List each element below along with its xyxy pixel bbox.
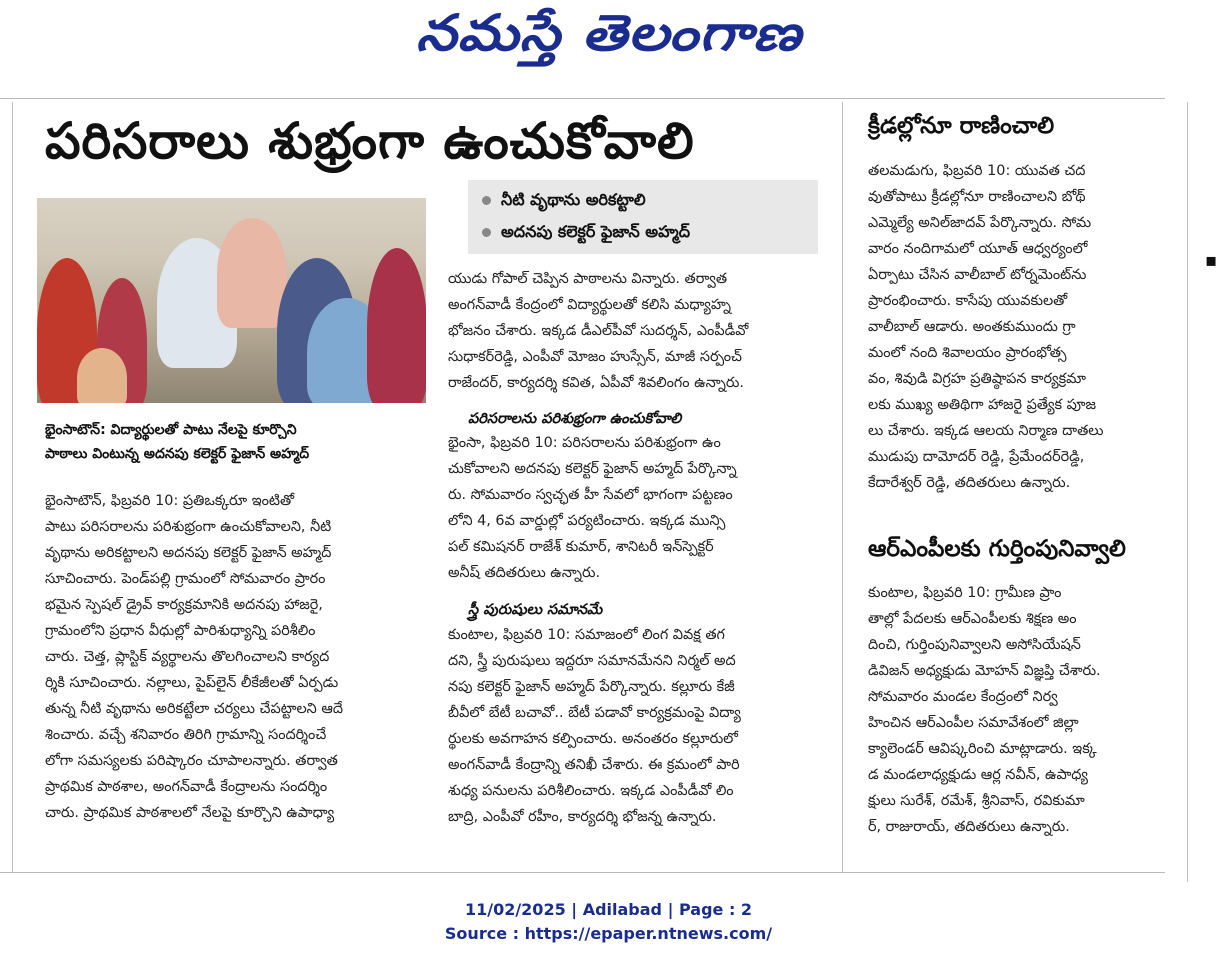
text-line: బాద్రి, ఎంపీవో రహీం, కార్యదర్శి భోజన్న ఉన్నారు.: [448, 809, 717, 825]
text-line: బీవీలో బేటీ బచావో.. బేటీ పడావో కార్యక్రమంపై విద్యా: [448, 705, 741, 721]
text-line: అనీష్ తదితరులు ఉన్నారు.: [448, 565, 601, 581]
text-line: ర్శికి సూచించారు. నల్లాలు, పైప్‌లైన్ లీకేజీలతో ఏర్పడు: [45, 675, 339, 691]
text-line: భమైన స్పెషల్ డ్రైవ్ కార్యక్రమానికి అదనపు హాజరై,: [45, 597, 323, 613]
photo-figure: [367, 248, 426, 403]
cropped-column-mark: ▪: [1205, 250, 1217, 271]
text-line: లకు ముఖ్య అతిథిగా హాజరై ప్రత్యేక పూజ: [868, 397, 1096, 413]
text-line: చారు. ప్రాథమిక పాఠశాలలో నేలపై కూర్చొని ఉపాధ్యా: [45, 805, 335, 821]
text-line: వారం నందిగామలో యూత్ ఆధ్వర్యంలో: [868, 241, 1088, 257]
text-line: గ్రామంలోని ప్రధాన వీధుల్లో పారిశుధ్యాన్ని పరిశీలిం: [45, 623, 316, 639]
text-line: తలమడుగు, ఫిబ్రవరి 10: యువత చద: [868, 163, 1086, 179]
photo-figure: [77, 348, 127, 403]
subheading-equality: స్త్రీ పురుషులు సమానమే: [468, 602, 603, 618]
text-line: ప్రాథమిక పాఠశాల, అంగన్‌వాడీ కేంద్రాలను సందర్శిం: [45, 779, 328, 795]
text-line: భోజనం చేశారు. ఇక్కడ డీఎల్‌పీవో సుదర్శన్, ఎంపీడీవో: [448, 323, 749, 339]
text-line: క్షులు సురేశ్, రమేశ్, శ్రీనివాస్, రవికుమా: [868, 793, 1085, 809]
text-line: ప్రారంభించారు. కాసేపు యువకులతో: [868, 293, 1068, 309]
column-divider: [842, 102, 843, 872]
side-headline-sports: క్రీడల్లోనూ రాణించాలి: [868, 113, 1055, 139]
text-line: ముడుపు దామోదర్ రెడ్డి, ప్రేమేందర్‌రెడ్డి,: [868, 449, 1085, 465]
photo-figure: [217, 218, 287, 328]
text-line: లు చేశారు. ఇక్కడ ఆలయ నిర్మాణ దాతలు: [868, 423, 1104, 439]
left-border: [12, 102, 13, 872]
footer-date-line: 11/02/2025 | Adilabad | Page : 2: [464, 900, 753, 919]
text-line: డ మండలాధ్యక్షుడు ఆర్ల నవీన్, ఉపాధ్య: [868, 767, 1088, 783]
article-column-2-mid: [448, 430, 818, 586]
text-line: దని, స్త్రీ పురుషులు ఇద్దరూ సమానమేనని నిర్మల్ అద: [448, 653, 736, 669]
text-line: అంగన్‌వాడీ కేంద్రాన్ని తనిఖీ చేశారు. ఈ క్రమంలో పారి: [448, 757, 740, 773]
article-column-1: [45, 488, 415, 826]
side-story-rmp: [868, 580, 1168, 840]
photo-caption: భైంసాటౌన్: విద్యార్థులతో పాటు నేలపై కూర్చొని పాఠాలు వింటున్న అదనపు కలెక్టర్ ఫైజాన్ అహ్మద్: [45, 422, 310, 462]
text-line: వం, శివుడి విగ్రహ ప్రతిష్ఠాపన కార్యక్రమా: [868, 371, 1086, 387]
text-line: క్యాలెండర్ ఆవిష్కరించి మాట్లాడారు. ఇక్క: [868, 741, 1097, 757]
text-line: లోగా సమస్యలకు పరిష్కారం చూపాలన్నారు. తర్వాత: [45, 753, 338, 769]
text-line: రాజేందర్, కార్యదర్శి కవిత, ఏపీవో శివలింగం ఉన్నారు.: [448, 375, 744, 391]
text-line: అంగన్‌వాడీ కేంద్రంలో విద్యార్థులతో కలిసి మధ్యాహ్న: [448, 297, 732, 313]
text-line: నపు కలెక్టర్ ఫైజాన్ అహ్మద్ పేర్కొన్నారు. కల్లూరు కేజీ: [448, 679, 735, 695]
article-column-2-top: [448, 266, 818, 396]
text-line: ఎమ్మెల్యే అనిల్‌జాదవ్ పేర్కొన్నారు. సోమ: [868, 215, 1092, 231]
right-border: [1187, 102, 1188, 882]
text-line: దించి, గుర్తింపునివ్వాలని అసోసియేషన్: [868, 637, 1081, 653]
main-headline: పరిసరాలు శుభ్రంగా ఉంచుకోవాలి: [45, 112, 695, 170]
bullet-icon: [482, 196, 491, 205]
news-photo: [37, 198, 426, 403]
top-divider: [0, 98, 1165, 99]
highlight-item: నీటి వృథాను అరికట్టాలి: [482, 190, 646, 213]
text-line: వుతోపాటు క్రీడల్లోనూ రాణించాలని బోథ్: [868, 189, 1086, 205]
text-line: పాటు పరిసరాలను పరిశుభ్రంగా ఉంచుకోవాలని, నీటి: [45, 519, 332, 535]
masthead: [0, 0, 1217, 80]
side-story-sports: [868, 158, 1168, 496]
text-line: భైంసాటౌన్, ఫిబ్రవరి 10: ప్రతిఒక్కరూ ఇంటితో: [45, 493, 295, 509]
text-line: వాలీబాల్ ఆడారు. అంతకుముందు గ్రా: [868, 319, 1076, 335]
text-line: కేదారేశ్వర్ రెడ్డి, తదితరులు ఉన్నారు.: [868, 475, 1071, 491]
text-line: డివిజన్ అధ్యక్షుడు మోహన్ విజ్ఞప్తి చేశారు.: [868, 663, 1101, 679]
text-line: ర్, రాజురాయ్, తదితరులు ఉన్నారు.: [868, 819, 1070, 835]
highlights-box: [468, 180, 818, 254]
text-line: లోని 4, 6వ వార్డుల్లో పర్యటించారు. ఇక్కడ మున్సి: [448, 513, 726, 529]
bullet-icon: [482, 228, 491, 237]
text-line: భైంసా, ఫిబ్రవరి 10: పరిసరాలను పరిశుభ్రంగా ఉం: [448, 435, 721, 451]
side-headline-rmp: ఆర్‌ఎంపీలకు గుర్తింపునివ్వాలి: [868, 536, 1126, 562]
text-line: కుంటాల, ఫిబ్రవరి 10: గ్రామీణ ప్రాం: [868, 585, 1062, 601]
text-line: మంలో నంది శివాలయం ప్రారంభోత్స: [868, 345, 1067, 361]
bottom-divider: [0, 872, 1165, 873]
text-line: వృథాను అరికట్టాలని అదనపు కలెక్టర్ ఫైజాన్ అహ్మద్: [45, 545, 332, 561]
text-line: చుకోవాలని అదనపు కలెక్టర్ ఫైజాన్ అహ్మద్ పేర్కొన్నా: [448, 461, 737, 477]
text-line: తున్న నీటి వృథాను అరికట్టేలా చర్యలు చేపట్టాలని ఆదే: [45, 701, 343, 717]
page-footer: [0, 898, 1217, 946]
text-line: సుధాకర్‌రెడ్డి, ఎంపీవో మోజం హుస్సేన్, మాజీ సర్పంచ్: [448, 349, 742, 365]
text-line: సూచించారు. పెండ్‌పల్లి గ్రామంలో సోమవారం ప్రారం: [45, 571, 326, 587]
text-line: కుంటాల, ఫిబ్రవరి 10: సమాజంలో లింగ వివక్ష తగ: [448, 627, 725, 643]
newspaper-logo: నమస్తే తెలంగాణ: [415, 4, 802, 62]
text-line: ర్థులకు అవగాహన కల్పించారు. అనంతరం కల్లూరులో: [448, 731, 738, 747]
subheading-cleanliness: పరిసరాలను పరిశుభ్రంగా ఉంచుకోవాలి: [468, 411, 682, 427]
text-line: యుడు గోపాల్ చెప్పిన పాఠాలను విన్నారు. తర్వాత: [448, 271, 728, 287]
footer-source-link[interactable]: Source : https://epaper.ntnews.com/: [444, 924, 773, 943]
text-line: పల్ కమిషనర్ రాజేశ్ కుమార్, శానిటరీ ఇన్‌స్పెక్టర్: [448, 539, 714, 555]
text-line: రు. సోమవారం స్వచ్ఛత హీ సేవలో భాగంగా పట్టణం: [448, 487, 733, 503]
highlight-item: అదనపు కలెక్టర్ ఫైజాన్ అహ్మద్: [482, 222, 690, 245]
text-line: హించిన ఆర్‌ఎంపీల సమావేశంలో జిల్లా: [868, 715, 1079, 731]
text-line: తాల్లో పేదలకు ఆర్‌ఎంపీలకు శిక్షణ అం: [868, 611, 1077, 627]
text-line: శుధ్య పనులను పరిశీలించారు. ఇక్కడ ఎంపీడీవో లిం: [448, 783, 734, 799]
text-line: సోమవారం మండల కేంద్రంలో నిర్వ: [868, 689, 1058, 705]
text-line: చారు. చెత్త, ప్లాస్టిక్ వ్యర్థాలను తొలగించాలని కార్యద: [45, 649, 330, 665]
text-line: శించారు. వచ్చే శనివారం తిరిగి గ్రామాన్ని సందర్శించే: [45, 727, 327, 743]
text-line: ఏర్పాటు చేసిన వాలీబాల్ టోర్నమెంట్‌ను: [868, 267, 1087, 283]
article-column-2-bottom: [448, 622, 818, 830]
